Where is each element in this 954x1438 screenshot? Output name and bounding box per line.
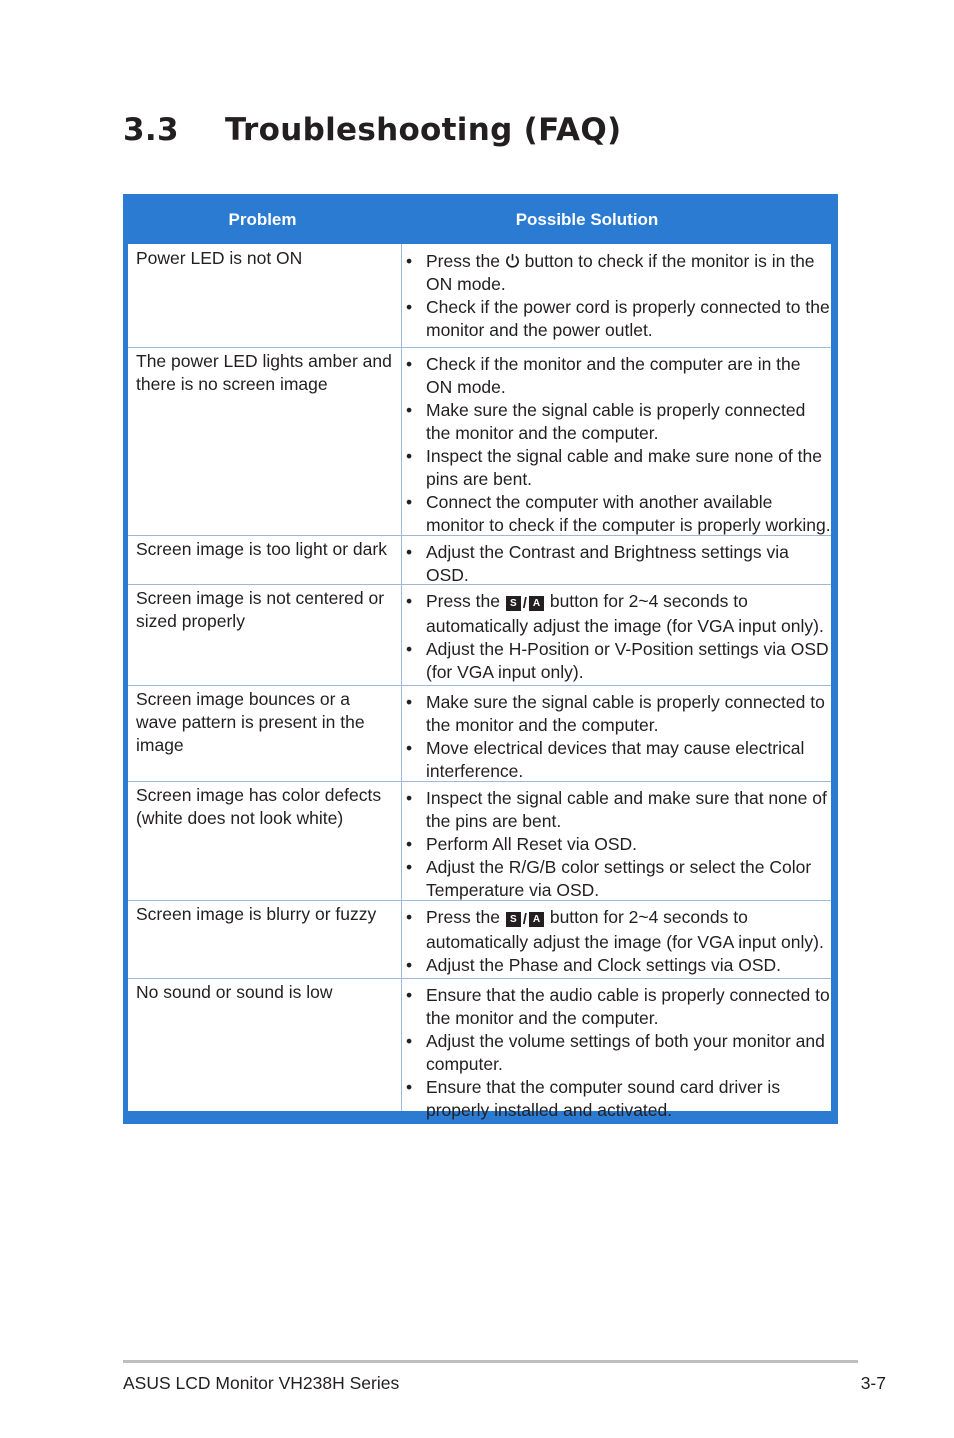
solution-text: Ensure that the audio cable is properly connected to the monitor and the computer. xyxy=(426,985,830,1028)
table-row xyxy=(128,584,831,686)
solution-text: Perform All Reset via OSD. xyxy=(426,834,638,854)
table-header xyxy=(123,194,838,244)
solution-item xyxy=(402,856,831,902)
bullet-icon: • xyxy=(406,297,413,317)
faq-table xyxy=(123,194,838,1124)
solution-text: Adjust the H-Position or V-Position settings via OSD (for VGA input only). xyxy=(426,639,829,682)
bullet-icon: • xyxy=(406,857,413,877)
solution-cell xyxy=(402,535,831,584)
auto-key-icon: A xyxy=(529,596,544,611)
solution-cell xyxy=(402,347,831,535)
problem-cell: Screen image bounces or a wave pattern is present in the image xyxy=(128,685,402,781)
footer-page-number: 3-7 xyxy=(860,1373,886,1393)
solution-cell xyxy=(402,584,831,685)
footer-product: ASUS LCD Monitor VH238H Series xyxy=(123,1373,400,1393)
table-row xyxy=(128,900,831,979)
solution-item xyxy=(402,250,831,296)
header-problem: Problem xyxy=(228,210,297,229)
solution-list xyxy=(402,906,831,977)
solution-text: Move electrical devices that may cause electrical interference. xyxy=(426,738,805,781)
table-row xyxy=(128,781,831,901)
problem-cell: Screen image is not centered or sized properly xyxy=(128,584,402,685)
table-row xyxy=(128,347,831,536)
slash-separator: / xyxy=(522,911,527,928)
solution-item xyxy=(402,984,831,1030)
bullet-icon: • xyxy=(406,1031,413,1051)
solution-item xyxy=(402,638,831,684)
solution-text: Inspect the signal cable and make sure none of the pins are bent. xyxy=(426,446,822,489)
solution-item xyxy=(402,954,831,977)
splendid-auto-icon xyxy=(506,592,544,615)
bullet-icon: • xyxy=(406,354,413,374)
bullet-icon: • xyxy=(406,251,413,271)
footer-divider xyxy=(123,1360,858,1363)
bullet-icon: • xyxy=(406,738,413,758)
splendid-auto-icon xyxy=(506,908,544,931)
solution-text: Adjust the Contrast and Brightness settings via OSD. xyxy=(426,542,789,585)
solution-item xyxy=(402,787,831,833)
solution-text: button to check if the monitor is in the ON mode. xyxy=(426,251,815,294)
power-icon xyxy=(505,253,520,268)
solution-item xyxy=(402,590,831,638)
solution-text: button for 2~4 seconds to automatically adjust the image (for VGA input only). xyxy=(426,591,824,636)
solution-cell xyxy=(402,781,831,900)
section-number: 3.3 xyxy=(123,112,179,148)
solution-item xyxy=(402,906,831,954)
table-row xyxy=(128,685,831,782)
solution-item xyxy=(402,353,831,399)
solution-cell xyxy=(402,978,831,1120)
bullet-icon: • xyxy=(406,1077,413,1097)
auto-key-icon: A xyxy=(529,912,544,927)
solution-text: Press the xyxy=(426,907,505,927)
solution-item xyxy=(402,691,831,737)
problem-cell: The power LED lights amber and there is no screen image xyxy=(128,347,402,535)
table-row xyxy=(128,244,831,348)
problem-cell: Screen image is too light or dark xyxy=(128,535,402,584)
solution-text: Press the xyxy=(426,251,505,271)
bullet-icon: • xyxy=(406,492,413,512)
bullet-icon: • xyxy=(406,985,413,1005)
solution-item xyxy=(402,1030,831,1076)
slash-separator: / xyxy=(522,595,527,612)
solution-text: Adjust the volume settings of both your monitor and computer. xyxy=(426,1031,825,1074)
solution-item xyxy=(402,491,831,537)
solution-item xyxy=(402,737,831,783)
header-solution: Possible Solution xyxy=(515,210,659,229)
bullet-icon: • xyxy=(406,639,413,659)
solution-item xyxy=(402,541,831,587)
bullet-icon: • xyxy=(406,834,413,854)
solution-text: Check if the power cord is properly connected to the monitor and the power outlet. xyxy=(426,297,830,340)
solution-text: Make sure the signal cable is properly connected the monitor and the computer. xyxy=(426,400,806,443)
problem-cell: Screen image has color defects (white does not look white) xyxy=(128,781,402,900)
solution-text: Make sure the signal cable is properly connected to the monitor and the computer. xyxy=(426,692,825,735)
solution-text: button for 2~4 seconds to automatically adjust the image (for VGA input only). xyxy=(426,907,824,952)
solution-cell xyxy=(402,244,831,347)
solution-cell xyxy=(402,685,831,781)
solution-list xyxy=(402,787,831,902)
solution-item xyxy=(402,399,831,445)
bullet-icon: • xyxy=(406,955,413,975)
bullet-icon: • xyxy=(406,788,413,808)
solution-text: Inspect the signal cable and make sure that none of the pins are bent. xyxy=(426,788,827,831)
solution-text: Ensure that the computer sound card driver is properly installed and activated. xyxy=(426,1077,781,1120)
problem-cell: Screen image is blurry or fuzzy xyxy=(128,900,402,978)
solution-list xyxy=(402,541,831,587)
table-body xyxy=(128,244,831,1120)
bullet-icon: • xyxy=(406,400,413,420)
table-row xyxy=(128,535,831,585)
solution-text: Connect the computer with another available monitor to check if the computer is properly working. xyxy=(426,492,831,535)
solution-text: Adjust the R/G/B color settings or select the Color Temperature via OSD. xyxy=(426,857,812,900)
bullet-icon: • xyxy=(406,446,413,466)
bullet-icon: • xyxy=(406,907,413,927)
solution-list xyxy=(402,250,831,342)
solution-item xyxy=(402,1076,831,1122)
problem-cell: No sound or sound is low xyxy=(128,978,402,1111)
solution-list xyxy=(402,590,831,684)
solution-list xyxy=(402,691,831,783)
solution-list xyxy=(402,984,831,1122)
splendid-key-icon: S xyxy=(506,596,521,611)
solution-cell xyxy=(402,900,831,978)
section-title: Troubleshooting (FAQ) xyxy=(225,112,622,148)
bullet-icon: • xyxy=(406,692,413,712)
table-row xyxy=(128,978,831,1120)
solution-item xyxy=(402,445,831,491)
solution-text: Press the xyxy=(426,591,505,611)
solution-text: Adjust the Phase and Clock settings via OSD. xyxy=(426,955,782,975)
solution-list xyxy=(402,353,831,537)
page-title xyxy=(123,112,621,148)
problem-cell: Power LED is not ON xyxy=(128,244,402,347)
solution-item xyxy=(402,296,831,342)
bullet-icon: • xyxy=(406,591,413,611)
bullet-icon: • xyxy=(406,542,413,562)
solution-text: Check if the monitor and the computer are in the ON mode. xyxy=(426,354,801,397)
solution-item xyxy=(402,833,831,856)
splendid-key-icon: S xyxy=(506,912,521,927)
